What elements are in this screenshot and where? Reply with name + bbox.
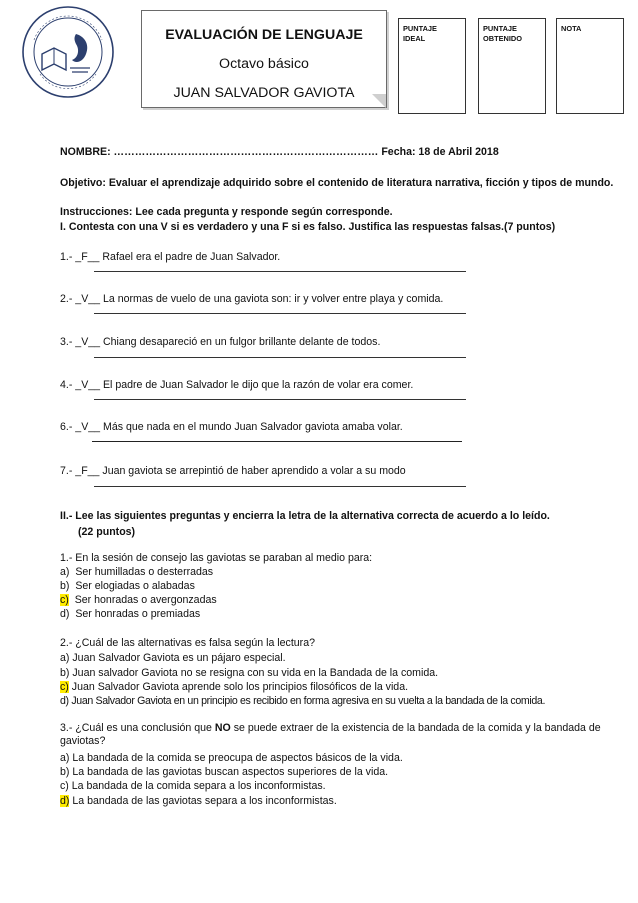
part2-points: (22 puntos)	[78, 526, 136, 538]
grade-level: Octavo básico	[219, 56, 309, 72]
tf-item-4: 4.- _V__ El padre de Juan Salvador le dijo que la razón de volar era comer.	[60, 379, 414, 391]
q1-option-c-letter: c)	[60, 594, 69, 606]
q3-option-b[interactable]: b) La bandada de las gaviotas buscan aspectos superiores de la vida.	[60, 766, 389, 778]
nota-label: NOTA	[561, 24, 582, 33]
exam-title: EVALUACIÓN DE LENGUAJE	[165, 27, 363, 43]
q3-option-a[interactable]: a) La bandada de la comida se preocupa de aspectos básicos de la vida.	[60, 752, 403, 764]
answer-line-7[interactable]	[94, 486, 466, 487]
answer-line-4[interactable]	[94, 399, 466, 400]
tf-item-3: 3.- _V__ Chiang desapareció en un fulgor brillante delante de todos.	[60, 336, 381, 348]
part1-title: I. Contesta con una V si es verdadero y una F si es falso. Justifica las respuestas falsas.(7 puntos)	[60, 221, 556, 233]
q1-option-d[interactable]: d) Ser honradas o premiadas	[60, 608, 201, 620]
q3-option-d[interactable]: d) La bandada de las gaviotas separa a los inconformistas.	[60, 795, 337, 807]
tf-item-7: 7.- _F__ Juan gaviota se arrepintió de haber aprendido a volar a su modo	[60, 465, 406, 477]
q1-question: 1.- En la sesión de consejo las gaviotas se paraban al medio para:	[60, 552, 373, 564]
tf-item-6: 6.- _V__ Más que nada en el mundo Juan Salvador gaviota amaba volar.	[60, 421, 403, 433]
q2-option-d[interactable]: d) Juan Salvador Gaviota en un principio es recibido en forma agresiva en su vuelta a la bandada de la comida.	[60, 695, 546, 707]
objective-text: Objetivo: Evaluar el aprendizaje adquirido sobre el contenido de literatura narrativa, ficción y tipos de mundo.	[60, 177, 614, 189]
tf-item-2: 2.- _V__ La normas de vuelo de una gaviota son: ir y volver entre playa y comida.	[60, 293, 444, 305]
title-box	[141, 10, 387, 108]
q2-option-a[interactable]: a) Juan Salvador Gaviota es un pájaro especial.	[60, 652, 286, 664]
tf-item-1: 1.- _F__ Rafael era el padre de Juan Salvador.	[60, 251, 281, 263]
answer-line-1[interactable]	[94, 271, 466, 272]
box-fold-corner	[372, 94, 386, 108]
puntaje-ideal-label: PUNTAJE IDEAL	[403, 24, 437, 43]
q3-option-d-letter: d)	[60, 795, 70, 807]
answer-line-2[interactable]	[94, 313, 466, 314]
school-seal-logo	[20, 4, 116, 100]
q1-option-b[interactable]: b) Ser elogiadas o alabadas	[60, 580, 195, 592]
q3-question: 3.- ¿Cuál es una conclusión que NO se puede extraer de la existencia de la bandada de la comida y la bandada de gaviotas?	[60, 722, 601, 747]
q1-option-c[interactable]: c) Ser honradas o avergonzadas	[60, 594, 217, 606]
puntaje-ideal-box[interactable]	[398, 18, 466, 114]
q2-option-c[interactable]: c) Juan Salvador Gaviota aprende solo los principios filosóficos de la vida.	[60, 681, 409, 693]
puntaje-obtenido-label: PUNTAJE OBTENIDO	[483, 24, 523, 43]
nota-box[interactable]	[556, 18, 624, 114]
puntaje-obtenido-box[interactable]	[478, 18, 546, 114]
q1-option-a[interactable]: a) Ser humilladas o desterradas	[60, 566, 214, 578]
q3-option-c[interactable]: c) La bandada de la comida separa a los inconformistas.	[60, 780, 326, 792]
answer-line-6[interactable]	[92, 441, 462, 442]
part2-title: II.- Lee las siguientes preguntas y encierra la letra de la alternativa correcta de acuerdo a lo leído.	[60, 510, 550, 522]
answer-line-3[interactable]	[94, 357, 466, 358]
q2-option-b[interactable]: b) Juan salvador Gaviota no se resigna con su vida en la Bandada de la comida.	[60, 667, 439, 679]
q2-question: 2.- ¿Cuál de las alternativas es falsa según la lectura?	[60, 637, 315, 649]
q2-option-c-letter: c)	[60, 681, 69, 693]
name-date-line: NOMBRE: ………………………………………………………………… Fecha: 18 de Abril 2018	[60, 146, 499, 158]
instructions-text: Instrucciones: Lee cada pregunta y responde según corresponde.	[60, 206, 393, 218]
book-title: JUAN SALVADOR GAVIOTA	[173, 85, 355, 101]
